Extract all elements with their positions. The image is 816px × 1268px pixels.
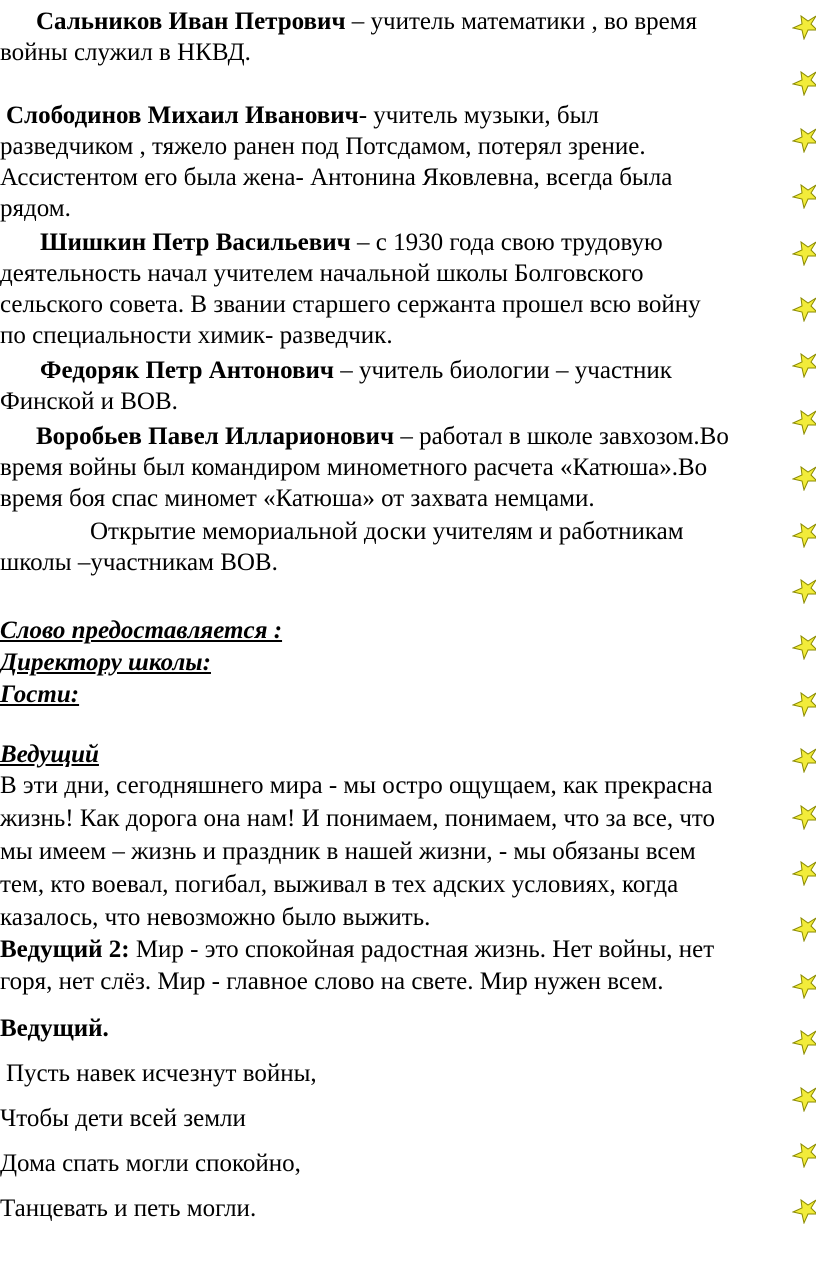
teacher-5-line-3: время боя спас миномет «Катюша» от захвата немцами.: [0, 485, 595, 512]
teacher-2-line-4: рядом.: [0, 195, 71, 222]
teacher-name: Слободинов Михаил Иванович: [6, 102, 359, 129]
teacher-1-line-1: Сальников Иван Петрович – учитель математики , во время: [36, 8, 698, 35]
host-1-line-3: мы имеем – жизнь и праздник в нашей жизни, - мы обязаны всем: [0, 838, 696, 865]
star-icon: [792, 634, 816, 660]
star-icon: [792, 1198, 816, 1224]
teacher-2-line-2: разведчиком , тяжело ранен под Потсдамом, потерял зрение.: [0, 133, 646, 160]
host-2-line-2: горя, нет слёз. Мир - главное слово на свете. Мир нужен всем.: [0, 968, 664, 995]
opening-line-2: школы –участникам ВОВ.: [0, 549, 278, 576]
host-3-label: Ведущий.: [0, 1015, 109, 1042]
teacher-name: Шишкин Петр Васильевич: [40, 229, 351, 256]
poem-line-2: Чтобы дети всей земли: [0, 1105, 246, 1132]
poem-line-1: Пусть навек исчезнут войны,: [6, 1060, 317, 1087]
host-2-label: Ведущий 2:: [0, 936, 130, 963]
star-icon: [792, 973, 816, 999]
star-icon: [792, 14, 816, 40]
star-icon: [792, 804, 816, 830]
teacher-2-line-3: Ассистентом его была жена- Антонина Яковлевна, всегда была: [0, 164, 673, 191]
teacher-1-line-2: войны служил в НКВД.: [0, 39, 251, 66]
star-icon: [792, 70, 816, 96]
teacher-4-line-2: Финской и ВОВ.: [0, 388, 178, 415]
heading-director: Директору школы:: [0, 649, 211, 676]
poem-line-3: Дома спать могли спокойно,: [0, 1150, 301, 1177]
star-icon: [792, 691, 816, 717]
star-icon: [792, 1142, 816, 1168]
host-1-line-5: казалось, что невозможно было выжить.: [0, 904, 431, 931]
teacher-4-line-1: Федоряк Петр Антонович – учитель биологии – участник: [40, 357, 672, 384]
poem-line-4: Танцевать и петь могли.: [0, 1195, 257, 1222]
star-icon: [792, 183, 816, 209]
host-1-line-2: жизнь! Как дорога она нам! И понимаем, понимаем, что за все, что: [0, 805, 716, 832]
star-icon: [792, 352, 816, 378]
heading-floor: Слово предоставляется :: [0, 617, 283, 644]
star-icon: [792, 916, 816, 942]
star-icon: [792, 296, 816, 322]
teacher-name: Федоряк Петр Антонович: [40, 357, 334, 384]
star-icon: [792, 860, 816, 886]
teacher-3-line-1: Шишкин Петр Васильевич – с 1930 года свою трудовую: [40, 229, 663, 256]
star-icon: [792, 578, 816, 604]
heading-guests: Гости:: [0, 681, 80, 708]
star-icon: [792, 127, 816, 153]
teacher-5-line-1: Воробьев Павел Илларионович – работал в школе завхозом.Во: [36, 423, 729, 450]
star-icon: [792, 1029, 816, 1055]
star-icon: [792, 240, 816, 266]
host-1-line-1: В эти дни, сегодняшнего мира - мы остро ощущаем, как прекрасна: [0, 772, 713, 799]
star-icon: [792, 465, 816, 491]
host-2-line-1: Ведущий 2: Мир - это спокойная радостная жизнь. Нет войны, нет: [0, 936, 715, 963]
opening-line-1: Открытие мемориальной доски учителям и работникам: [90, 518, 684, 545]
star-icon: [792, 747, 816, 773]
teacher-3-line-2: деятельность начал учителем начальной школы Болговского: [0, 260, 644, 287]
star-icon: [792, 409, 816, 435]
host-1-line-4: тем, кто воевал, погибал, выживал в тех адских условиях, когда: [0, 871, 679, 898]
teacher-2-line-1: Слободинов Михаил Иванович- учитель музыки, был: [6, 102, 599, 129]
heading-host: Ведущий: [0, 741, 99, 768]
teacher-5-line-2: время войны был командиром минометного расчета «Катюша».Во: [0, 454, 708, 481]
teacher-name: Воробьев Павел Илларионович: [36, 423, 395, 450]
teacher-name: Сальников Иван Петрович: [36, 8, 346, 35]
teacher-3-line-4: по специальности химик- разведчик.: [0, 322, 393, 349]
star-icon: [792, 522, 816, 548]
star-icon: [792, 1086, 816, 1112]
teacher-3-line-3: сельского совета. В звании старшего сержанта прошел всю войну: [0, 291, 701, 318]
